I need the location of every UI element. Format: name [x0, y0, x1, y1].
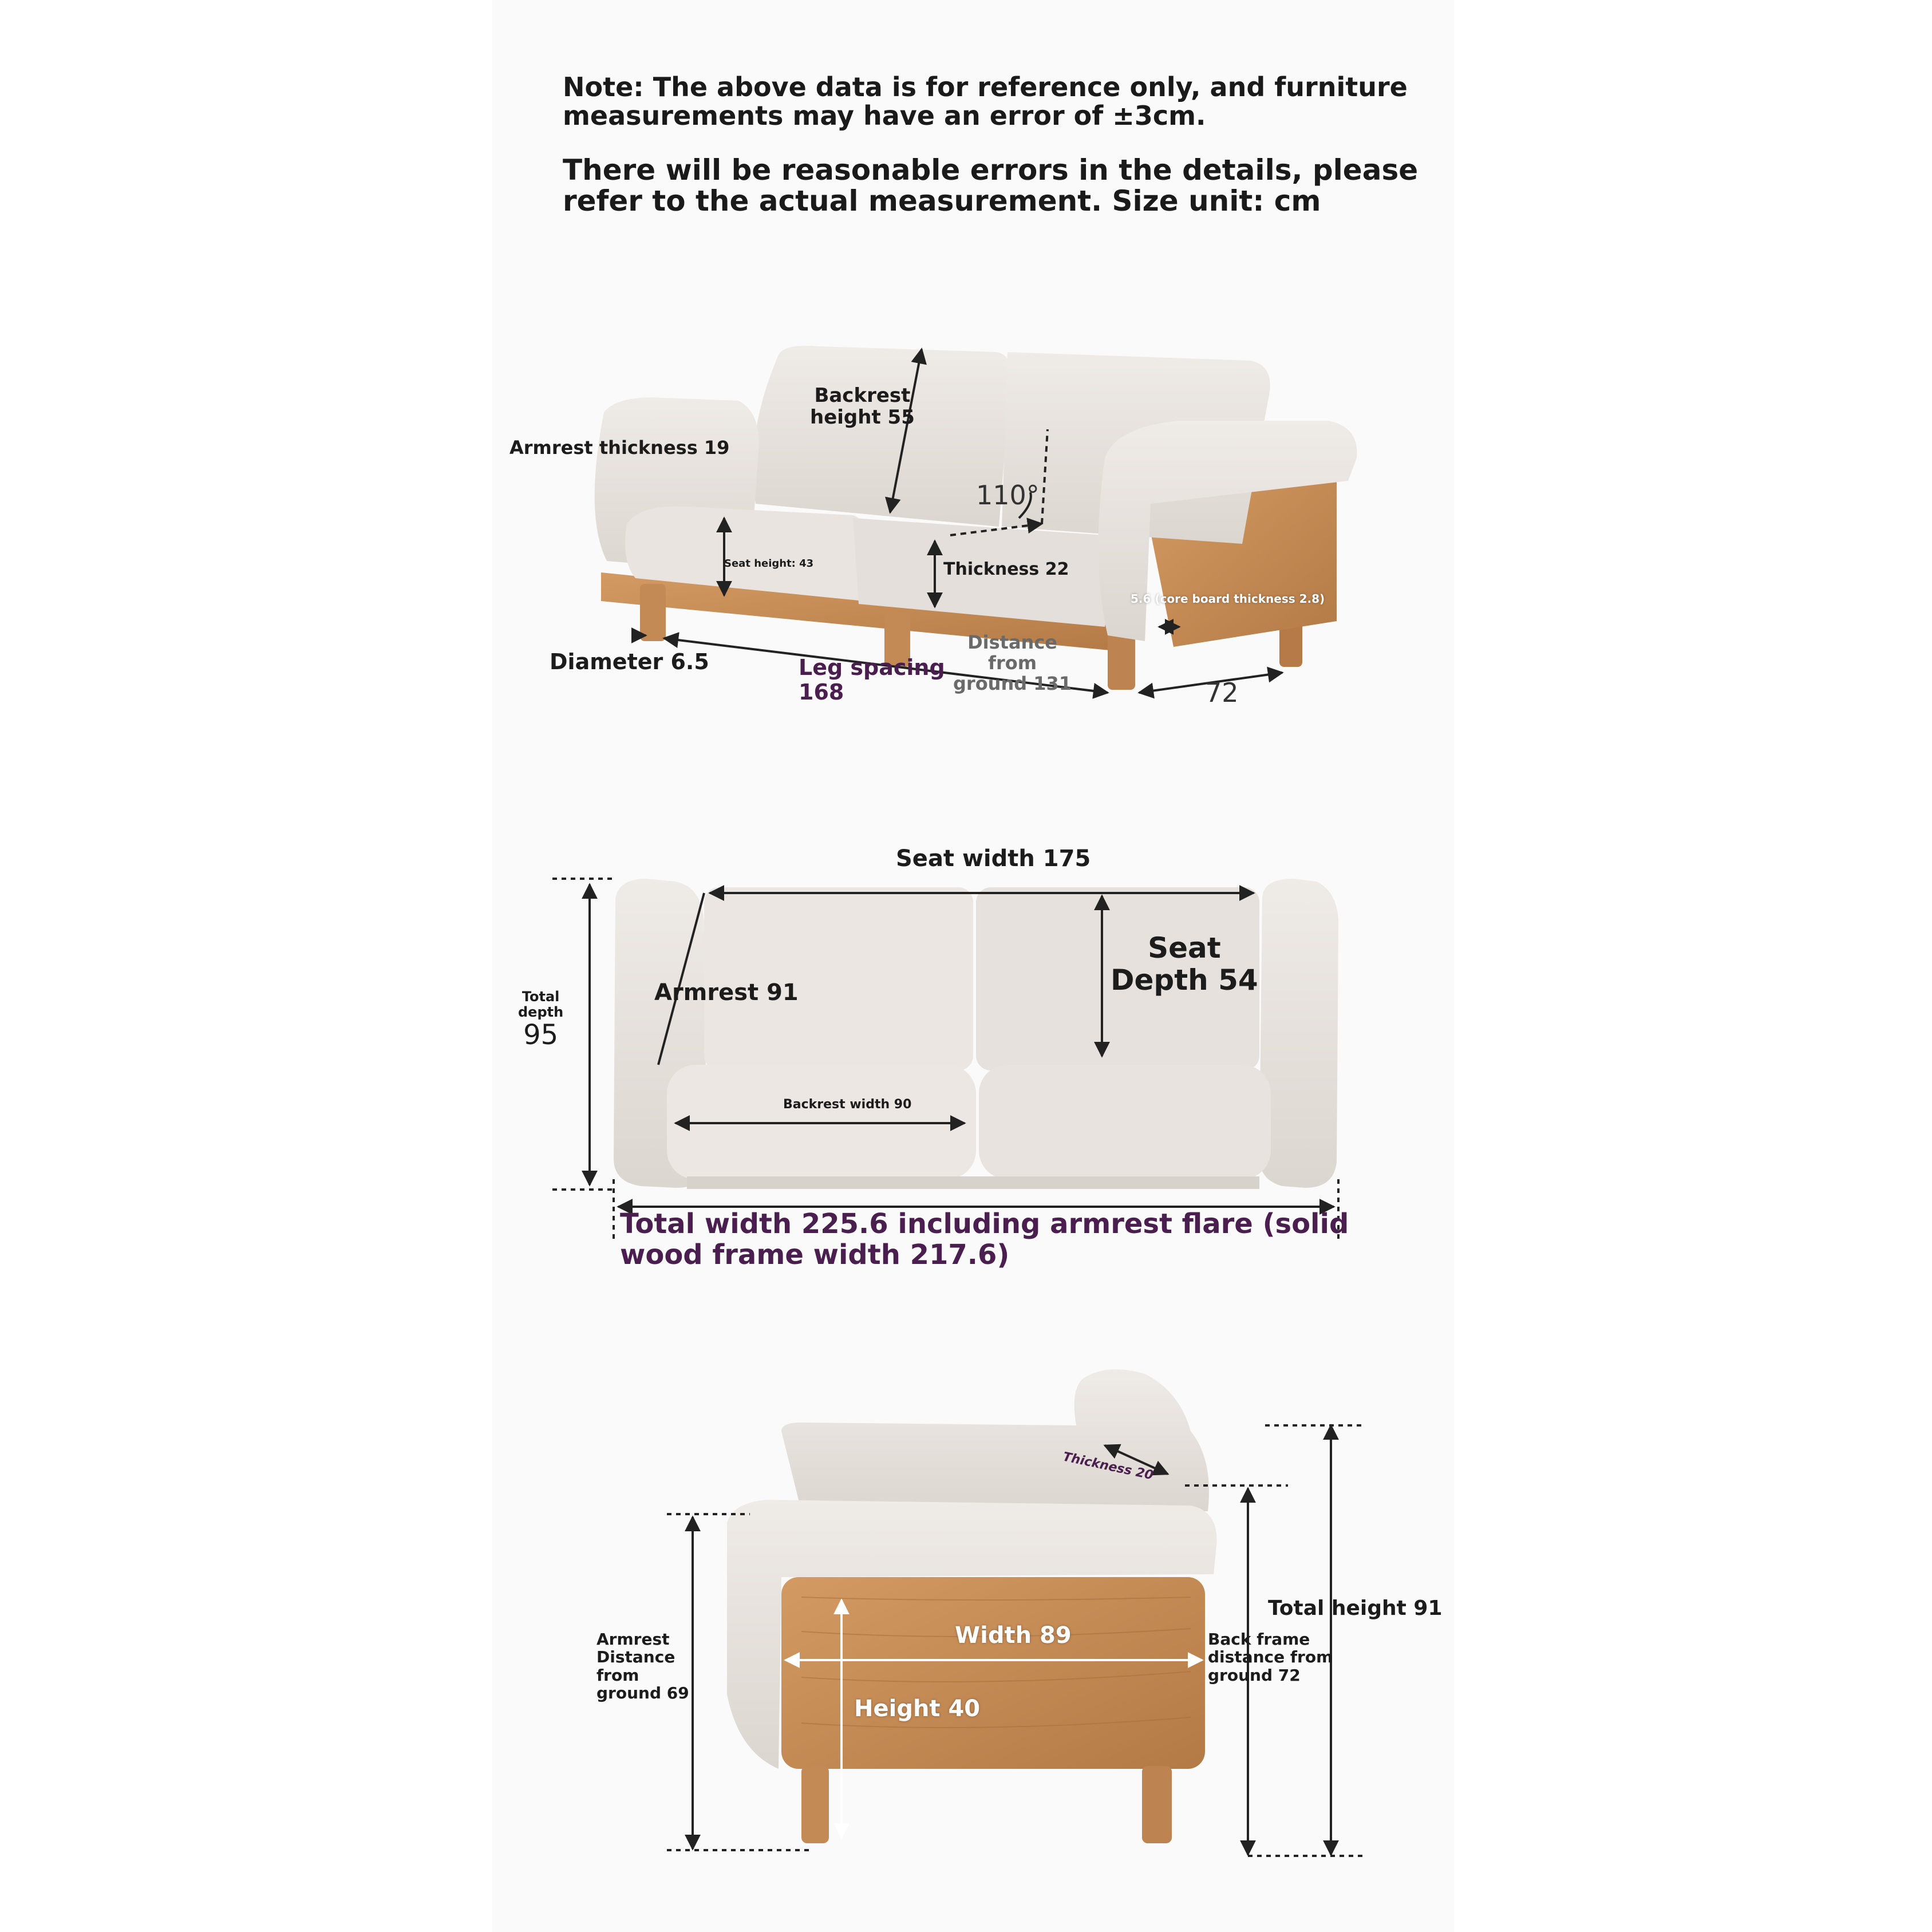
- label-total-width: [620, 1209, 1349, 1271]
- label-armrest-distance-line3: from: [596, 1665, 639, 1685]
- label-backrest-height-line1: Backrest: [814, 384, 911, 407]
- sofa-top-view: [614, 879, 1338, 1189]
- label-core-board: 5.6 (core board thickness 2.8): [1131, 592, 1325, 606]
- label-armrest-thickness: Armrest thickness 19: [509, 437, 730, 459]
- label-armrest-distance-line1: Armrest: [596, 1630, 670, 1649]
- label-thickness-20: Thickness 20: [1061, 1449, 1155, 1483]
- label-backrest-height-line2: height 55: [810, 406, 915, 429]
- label-seat-height: Seat height: 43: [724, 558, 814, 570]
- label-leg-diameter: Diameter 6.5: [550, 649, 709, 674]
- label-leg-spacing: [799, 655, 945, 704]
- label-armrest-distance: [596, 1630, 689, 1702]
- label-backrest-width: Backrest width 90: [783, 1097, 912, 1112]
- label-total-width-line1: Total width 225.6 including armrest flare (solid: [620, 1208, 1349, 1240]
- note-line-3: There will be reasonable errors in the details, please: [563, 153, 1419, 187]
- label-seat-depth: [1111, 932, 1258, 996]
- label-seat-width: Seat width 175: [896, 846, 1091, 872]
- label-seat-depth-line2: Depth 54: [1111, 963, 1258, 997]
- label-leg-spacing-line1: Leg spacing: [799, 655, 945, 680]
- label-total-depth-value: 95: [523, 1018, 559, 1051]
- label-total-depth: [518, 989, 563, 1051]
- label-back-frame-distance: [1208, 1630, 1333, 1684]
- label-backrest-angle: 110°: [976, 480, 1040, 511]
- label-armrest-91: Armrest 91: [654, 979, 799, 1006]
- label-distance-line3: ground 131: [953, 672, 1072, 694]
- sofa-end-view: [727, 1369, 1216, 1843]
- label-distance-line2: from: [988, 651, 1037, 674]
- label-total-depth-line1: Total: [521, 989, 560, 1005]
- label-back-frame-line2: distance from: [1208, 1647, 1333, 1667]
- label-depth-72: 72: [1205, 677, 1239, 708]
- label-seat-depth-line1: Seat: [1148, 931, 1221, 965]
- label-distance-from-ground: [953, 633, 1072, 694]
- label-cushion-thickness: Thickness 22: [943, 559, 1069, 579]
- label-total-depth-line2: depth: [518, 1003, 564, 1020]
- label-armrest-distance-line4: ground 69: [596, 1684, 689, 1703]
- note-line-1: Note: The above data is for reference only, and furniture: [563, 72, 1408, 102]
- label-distance-line1: Distance: [967, 631, 1057, 653]
- label-total-height: Total height 91: [1268, 1597, 1443, 1620]
- label-leg-spacing-line2: 168: [799, 679, 844, 705]
- label-armrest-distance-line2: Distance: [596, 1647, 675, 1667]
- note-line-4: refer to the actual measurement. Size unit: cm: [563, 184, 1321, 218]
- label-back-frame-line1: Back frame: [1208, 1630, 1310, 1649]
- label-width-89: Width 89: [955, 1622, 1072, 1649]
- label-backrest-height: [810, 385, 915, 428]
- label-height-40: Height 40: [854, 1696, 981, 1722]
- label-back-frame-line3: ground 72: [1208, 1665, 1301, 1685]
- label-total-width-line2: wood frame width 217.6): [620, 1238, 1010, 1271]
- note-line-2: measurements may have an error of ±3cm.: [563, 100, 1206, 131]
